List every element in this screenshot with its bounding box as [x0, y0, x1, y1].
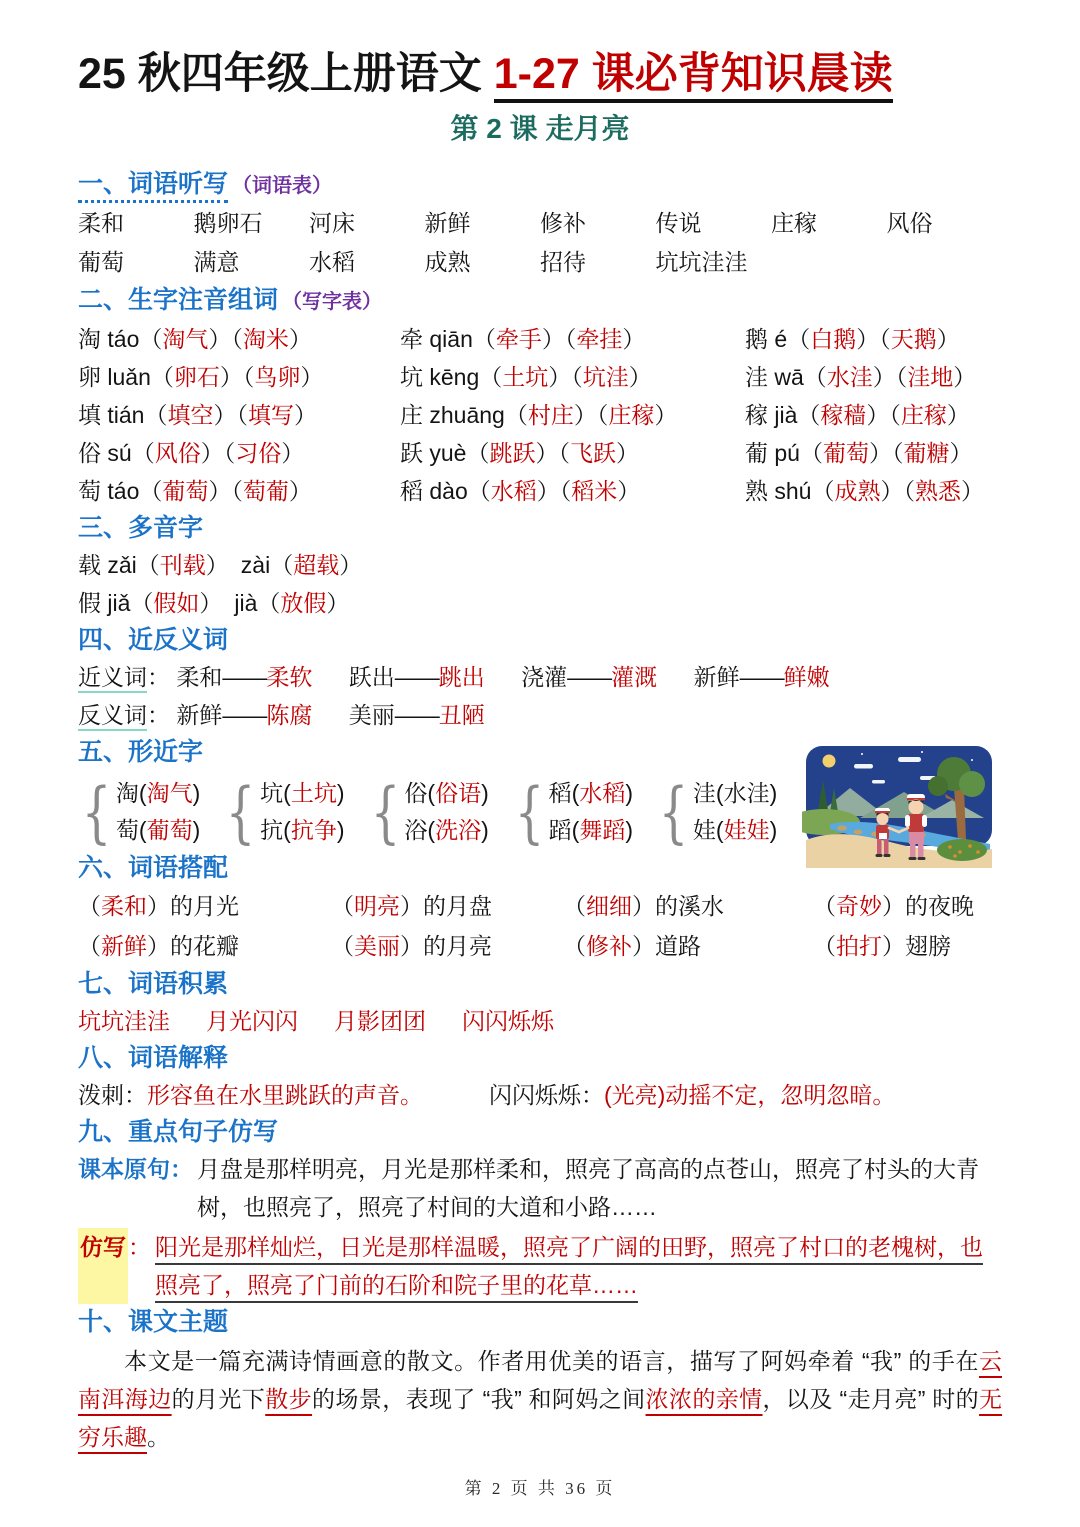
dictation-words-row-2 [78, 243, 1002, 282]
original-sentence-row [78, 1150, 1002, 1226]
zi-entry: 牵 qiān （ 牵手 ） （ 牵挂 ） [400, 320, 745, 358]
theme-paragraph: 本文是一篇充满诗情画意的散文。作者用优美的语言，描写了阿妈牵着 “我” 的手在云南洱海边的月光下散步的场景，表现了 “我” 和阿妈之间浓浓的亲情，以及 “走月亮” 时的无穷乐趣。 [78, 1348, 1003, 1450]
imitation-sentence-row [78, 1228, 1002, 1304]
word: 风俗 [886, 210, 933, 236]
similar-char-group: { 坑 ( 土坑 ) 抗 ( 抗争 ) [222, 775, 344, 849]
zi-entry: 葡 pú （ 葡萄 ） （ 葡糖 ） [745, 434, 1002, 472]
similar-char-group: { 洼 ( 水洼 ) 娃 ( 娃娃 ) [655, 775, 777, 849]
word-pair: 跃出 —— 跳出 [349, 664, 485, 690]
similar-char-group: { 淘 ( 淘气 ) 萄 ( 葡萄 ) [78, 775, 200, 849]
original-sentence-text: 月盘是那样明亮，月光是那样柔和，照亮了高高的点苍山，照亮了村头的大青树，也照亮了，照亮了村间的大道和小路…… [197, 1156, 979, 1220]
zi-entry: 稻 dào （ 水稻 ） （ 稻米 ） [400, 472, 745, 510]
key-phrase: 无穷乐趣 [78, 1386, 1003, 1450]
word-pair: 柔和 —— 柔软 [176, 664, 312, 690]
word: 招待 [540, 249, 586, 275]
word: 鹅卵石 [193, 210, 263, 236]
imitation-sentence-text: 阳光是那样灿烂，日光是那样温暖，照亮了广阔的田野，照亮了村口的老槐树，也照亮了，照亮了门前的石阶和院子里的花草…… [155, 1234, 983, 1298]
definitions-row [78, 1076, 1002, 1114]
accumulated-words-row [78, 1002, 1002, 1040]
brace-glyph: { [514, 772, 544, 852]
zi-entry: 鹅 é （ 白鹅 ） （ 天鹅 ） [745, 320, 1002, 358]
section-1-heading [78, 166, 1002, 204]
section-10-heading: 十、课文主题 [78, 1308, 229, 1336]
imitation-label: 仿写 [78, 1228, 128, 1304]
collocation: （ 新鲜 ） 的花瓣 [78, 926, 331, 966]
idiom: 月影团团 [334, 1008, 426, 1034]
zi-entry: 卵 luǎn （ 卵石 ） （ 鸟卵 ） [78, 358, 400, 396]
zi-entry: 洼 wā （ 水洼 ） （ 洼地 ） [745, 358, 1002, 396]
definition-entry: 闪闪烁烁 ： (光亮)动摇不定，忽明忽暗。 [489, 1076, 895, 1114]
collocation: （ 修补 ） 道路 [563, 926, 813, 966]
collocation: （ 奇妙 ） 的夜晚 [813, 886, 1002, 926]
collocation: （ 明亮 ） 的月盘 [331, 886, 563, 926]
collocation: （ 拍打 ） 翅膀 [813, 926, 1002, 966]
zi-entry: 俗 sú （ 风俗 ） （ 习俗 ） [78, 434, 400, 472]
page-title [78, 44, 1002, 104]
original-sentence-label: 课本原句 ： [78, 1150, 193, 1226]
moon-icon [823, 755, 836, 768]
section-8-heading: 八、词语解释 [78, 1044, 229, 1072]
zi-entry: 跃 yuè （ 跳跃 ） （ 飞跃 ） [400, 434, 745, 472]
word: 传说 [655, 210, 702, 236]
key-phrase: 散步 [265, 1386, 313, 1412]
word-pair: 浇灌 —— 灌溉 [521, 664, 657, 690]
collocations-row-2 [78, 926, 1002, 966]
section-2-heading [78, 282, 1002, 320]
brace-glyph: { [658, 772, 689, 852]
word: 修补 [540, 210, 586, 236]
similar-char-group: { 俗 ( 俗语 ) 浴 ( 洗浴 ) [367, 775, 489, 849]
walking-moon-illustration [802, 744, 996, 868]
section-1-title: 一、词语听写 [78, 170, 228, 203]
word: 成熟 [424, 249, 471, 275]
zi-entry: 填 tián （ 填空 ） （ 填写 ） [78, 396, 400, 434]
word-pair: 新鲜 —— 鲜嫩 [694, 664, 830, 690]
collocation: （ 细细 ） 的溪水 [563, 886, 813, 926]
section-2-title: 二、生字注音组词 [78, 286, 279, 314]
word: 坑坑洼洼 [655, 249, 748, 275]
section-3-heading: 三、多音字 [78, 514, 204, 542]
antonym-label: 反义词 [78, 702, 147, 731]
key-phrase: 云南洱海边 [78, 1348, 1002, 1412]
key-phrase: 浓浓的亲情 [645, 1386, 763, 1412]
zi-entry: 坑 kēng （ 土坑 ） （ 坑洼 ） [400, 358, 745, 396]
section-1-note: （词语表） [232, 175, 333, 197]
brace-glyph: { [225, 772, 256, 852]
section-7-heading: 七、词语积累 [78, 970, 229, 998]
synonym-label: 近义词 [78, 664, 147, 693]
character-pinyin-grid [78, 320, 1002, 510]
flower-bush [937, 839, 987, 861]
section-6-heading: 六、词语搭配 [78, 854, 229, 882]
brace-glyph: { [370, 772, 400, 852]
word: 满意 [193, 249, 240, 275]
word: 新鲜 [424, 210, 471, 236]
word: 葡萄 [78, 249, 124, 275]
collocation: （ 美丽 ） 的月亮 [331, 926, 563, 966]
section-4-heading: 四、近反义词 [78, 626, 229, 654]
word-pair: 美丽 —— 丑陋 [349, 702, 485, 728]
title-red-part: 1-27 课必背知识晨读 [494, 50, 893, 103]
word: 河床 [309, 210, 355, 236]
collocations-row-1 [78, 886, 1002, 926]
definition-entry: 泼刺 ： 形容鱼在水里跳跃的声音。 [78, 1076, 423, 1114]
word: 柔和 [78, 210, 124, 236]
idiom: 坑坑洼洼 [78, 1008, 170, 1034]
idiom: 月光闪闪 [206, 1008, 298, 1034]
zi-entry: 稼 jià （ 稼穑 ） （ 庄稼 ） [745, 396, 1002, 434]
title-black-part: 25 秋四年级上册语文 [78, 50, 494, 98]
synonyms-row [78, 658, 1002, 696]
word: 水稻 [309, 249, 355, 275]
collocation: （ 柔和 ） 的月光 [78, 886, 331, 926]
zi-entry: 庄 zhuāng （ 村庄 ） （ 庄稼 ） [400, 396, 745, 434]
page-number-footer: 第 2 页 共 36 页 [464, 1479, 616, 1498]
idiom: 闪闪烁烁 [462, 1008, 554, 1034]
zi-entry: 熟 shú （ 成熟 ） （ 熟悉 ） [745, 472, 1002, 510]
section-2-note: （写字表） [282, 291, 383, 313]
brace-glyph: { [81, 772, 112, 852]
similar-char-group: { 稻 ( 水稻 ) 蹈 ( 舞蹈 ) [511, 775, 633, 849]
antonyms-row [78, 696, 1002, 734]
zi-entry: 萄 táo （ 葡萄 ） （ 萄葡 ） [78, 472, 400, 510]
word: 庄稼 [771, 210, 817, 236]
word-pair: 新鲜 —— 陈腐 [176, 702, 312, 728]
section-9-heading: 九、重点句子仿写 [78, 1118, 279, 1146]
section-5-heading: 五、形近字 [78, 738, 204, 766]
dictation-words-row-1 [78, 204, 1002, 243]
polyphone-row: 载 zǎi （ 刊载 ） zài （ 超载 ） [78, 546, 1002, 584]
polyphone-row: 假 jiǎ （ 假如 ） jià （ 放假 ） [78, 584, 1002, 622]
zi-entry: 淘 táo （ 淘气 ） （ 淘米 ） [78, 320, 400, 358]
lesson-subtitle: 第 2 课 走月亮 [450, 113, 630, 144]
